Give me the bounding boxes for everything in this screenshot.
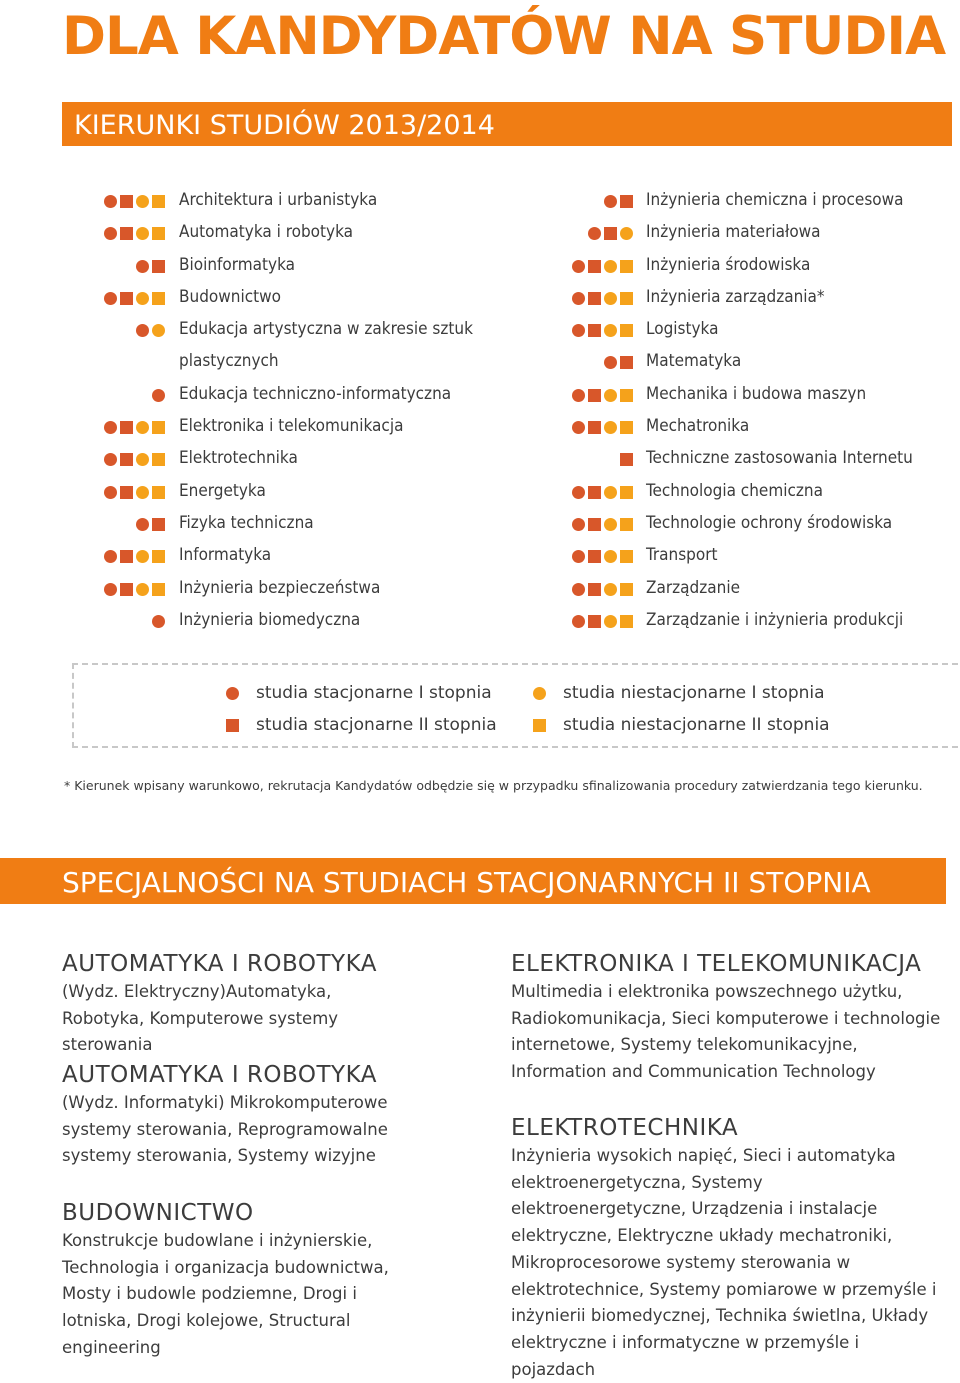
study-mode-marks [620, 453, 633, 467]
light-square-icon [620, 550, 633, 563]
study-mode-marks [104, 486, 165, 500]
dark-square-icon [226, 719, 239, 732]
specialty-block [511, 949, 941, 1086]
light-circle-icon [136, 583, 149, 596]
specialty-text: (Wydz. Informatyki) Mikrokomputerowe systemy sterowania, Reprogramowalne systemy sterowania, Systemy wizyjne [62, 1093, 388, 1166]
dark-circle-icon [152, 615, 165, 628]
dark-square-icon [152, 260, 165, 273]
specialty-block [62, 1060, 492, 1170]
field-of-study-row [0, 412, 480, 444]
dark-circle-icon [136, 324, 149, 337]
field-of-study-row [0, 574, 480, 606]
legend-label: studia stacjonarne II stopnia [256, 715, 497, 735]
light-square-icon [620, 292, 633, 305]
study-mode-marks [572, 421, 633, 435]
footnote: * Kierunek wpisany warunkowo, rekrutacja Kandydatów odbędzie się w przypadku sfinalizowania procedury zatwierdzania tego kierunku. [64, 778, 923, 793]
study-mode-marks [572, 389, 633, 403]
dark-circle-icon [572, 583, 585, 596]
specialty-title: ELEKTROTECHNIKA [511, 1115, 739, 1141]
field-of-study-row [0, 315, 480, 347]
field-of-study-name: Matematyka [646, 351, 742, 372]
dark-circle-icon [104, 583, 117, 596]
dark-circle-icon [152, 389, 165, 402]
light-circle-icon [136, 421, 149, 434]
light-square-icon [152, 227, 165, 240]
dark-circle-icon [572, 486, 585, 499]
field-of-study-name: Edukacja techniczno-informatyczna [179, 383, 452, 404]
dark-circle-icon [104, 227, 117, 240]
specialty-text: (Wydz. Elektryczny)Automatyka, Robotyka, Komputerowe systemy sterowania [62, 982, 339, 1055]
dark-square-icon [588, 550, 601, 563]
field-of-study-row [0, 541, 480, 573]
field-of-study-name: Elektronika i telekomunikacja [179, 416, 404, 437]
field-list-right [480, 186, 960, 638]
specialty-title: ELEKTRONIKA I TELEKOMUNIKACJA [511, 951, 922, 977]
field-of-study-name: Budownictwo [179, 286, 281, 307]
field-of-study-row [480, 574, 960, 606]
dark-circle-icon [104, 421, 117, 434]
light-square-icon [152, 583, 165, 596]
study-mode-marks [104, 583, 165, 597]
page-title: DLA KANDYDATÓW NA STUDIA [62, 6, 946, 67]
light-circle-icon [136, 453, 149, 466]
specialty-block [62, 949, 492, 1059]
study-mode-marks [104, 550, 165, 564]
specialty-block [511, 1113, 941, 1383]
field-of-study-name: Inżynieria bezpieczeństwa [179, 577, 381, 598]
study-mode-marks [572, 615, 633, 629]
light-circle-icon [620, 227, 633, 240]
field-of-study-row [0, 347, 480, 379]
legend-label: studia niestacjonarne II stopnia [563, 715, 830, 735]
study-mode-marks [104, 453, 165, 467]
field-of-study-name: Inżynieria zarządzania* [646, 286, 825, 307]
light-square-icon [152, 486, 165, 499]
field-of-study-row [0, 444, 480, 476]
dark-circle-icon [226, 687, 239, 700]
field-of-study-name: Energetyka [179, 480, 266, 501]
specialty-title: AUTOMATYKA I ROBOTYKA [62, 951, 378, 977]
light-square-icon [152, 550, 165, 563]
field-of-study-name: Zarządzanie i inżynieria produkcji [646, 609, 904, 630]
light-circle-icon [604, 421, 617, 434]
field-of-study-name: Transport [646, 545, 718, 566]
field-of-study-row [0, 218, 480, 250]
field-of-study-row [480, 412, 960, 444]
field-of-study-row [0, 251, 480, 283]
light-square-icon [152, 195, 165, 208]
dark-circle-icon [104, 486, 117, 499]
dark-square-icon [604, 227, 617, 240]
field-of-study-row [480, 541, 960, 573]
dark-circle-icon [572, 615, 585, 628]
section-header-specialties-label: SPECJALNOŚCI NA STUDIACH STACJONARNYCH II STOPNIA [62, 866, 871, 899]
field-of-study-row [480, 186, 960, 218]
study-mode-marks [572, 550, 633, 564]
field-of-study-row [480, 251, 960, 283]
light-circle-icon [604, 260, 617, 273]
dark-circle-icon [572, 550, 585, 563]
light-circle-icon [136, 486, 149, 499]
study-mode-marks [136, 324, 165, 338]
study-mode-marks [572, 583, 633, 597]
field-of-study-name: Mechatronika [646, 416, 750, 437]
field-of-study-name: Mechanika i budowa maszyn [646, 383, 867, 404]
specialty-title: BUDOWNICTWO [62, 1200, 254, 1226]
light-circle-icon [604, 486, 617, 499]
dark-square-icon [120, 486, 133, 499]
field-of-study-row [480, 509, 960, 541]
field-of-study-row [480, 315, 960, 347]
study-mode-marks [104, 421, 165, 435]
light-circle-icon [136, 292, 149, 305]
legend [72, 663, 960, 748]
section-header-fields-label: KIERUNKI STUDIÓW 2013/2014 [74, 110, 495, 141]
study-mode-marks [152, 615, 165, 629]
dark-square-icon [152, 518, 165, 531]
field-of-study-name: Technologia chemiczna [646, 480, 823, 501]
field-of-study-row [0, 380, 480, 412]
specialty-title: AUTOMATYKA I ROBOTYKA [62, 1062, 378, 1088]
field-of-study-name: Fizyka techniczna [179, 512, 314, 533]
light-square-icon [620, 421, 633, 434]
field-of-study-name: Technologie ochrony środowiska [646, 512, 893, 533]
light-circle-icon [604, 583, 617, 596]
field-of-study-row [0, 509, 480, 541]
light-square-icon [620, 583, 633, 596]
field-of-study-row [0, 606, 480, 638]
dark-square-icon [588, 260, 601, 273]
field-list-left [0, 186, 480, 638]
dark-square-icon [620, 195, 633, 208]
field-of-study-name: Edukacja artystyczna w zakresie sztuk [179, 319, 473, 340]
field-of-study-name: Architektura i urbanistyka [179, 190, 378, 210]
dark-square-icon [120, 195, 133, 208]
dark-circle-icon [604, 195, 617, 208]
field-of-study-row [0, 477, 480, 509]
dark-circle-icon [604, 356, 617, 369]
study-mode-marks [572, 324, 633, 338]
dark-square-icon [620, 356, 633, 369]
light-circle-icon [604, 389, 617, 402]
field-of-study-name: Informatyka [179, 545, 272, 566]
specialty-text: Inżynieria wysokich napięć, Sieci i automatyka elektroenergetyczna, Systemy elektroenergetyczne, Urządzenia i instalacje elektryczne, Elektryczne układy mechatroniki, Mikroprocesorowe systemy sterowania w elektrotechnice, Systemy pomiarowe w przemyśle i inżynierii biomedycznej, Technika świetlna, Układy elektryczne i informatyczne w przemyśle i pojazdach [511, 1146, 937, 1379]
study-mode-marks [604, 195, 633, 209]
field-of-study-name: Elektrotechnika [179, 448, 298, 469]
dark-square-icon [620, 453, 633, 466]
light-circle-icon [136, 195, 149, 208]
field-of-study-name: Bioinformatyka [179, 254, 296, 275]
study-mode-marks [104, 227, 165, 241]
dark-square-icon [120, 583, 133, 596]
dark-square-icon [120, 421, 133, 434]
light-circle-icon [604, 292, 617, 305]
dark-circle-icon [572, 421, 585, 434]
dark-square-icon [120, 453, 133, 466]
light-square-icon [620, 486, 633, 499]
study-mode-marks [136, 518, 165, 532]
specialty-text: Konstrukcje budowlane i inżynierskie, Technologia i organizacja budownictwa, Mosty i budowle podziemne, Drogi i lotniska, Drogi kolejowe, Structural engineering [62, 1231, 389, 1357]
field-of-study-row [480, 283, 960, 315]
dark-circle-icon [104, 292, 117, 305]
light-square-icon [620, 260, 633, 273]
field-of-study-name: plastycznych [179, 351, 279, 372]
section-header-fields [62, 102, 952, 146]
field-of-study-row [480, 218, 960, 250]
light-circle-icon [604, 518, 617, 531]
study-mode-marks [152, 389, 165, 403]
field-of-study-row [480, 347, 960, 379]
dark-square-icon [588, 421, 601, 434]
dark-circle-icon [588, 227, 601, 240]
dark-square-icon [120, 292, 133, 305]
dark-circle-icon [572, 324, 585, 337]
dark-square-icon [588, 583, 601, 596]
study-mode-marks [588, 227, 633, 241]
dark-square-icon [120, 550, 133, 563]
specialty-text: Multimedia i elektronika powszechnego użytku, Radiokomunikacja, Sieci komputerowe i technologie internetowe, Systemy telekomunikacyjne, Information and Communication Technology [511, 982, 941, 1082]
light-square-icon [152, 292, 165, 305]
light-square-icon [620, 518, 633, 531]
field-of-study-name: Inżynieria materiałowa [646, 222, 821, 243]
light-circle-icon [136, 227, 149, 240]
dark-circle-icon [572, 260, 585, 273]
field-of-study-row [480, 444, 960, 476]
study-mode-marks [136, 260, 165, 274]
light-circle-icon [152, 324, 165, 337]
study-mode-marks [572, 292, 633, 306]
field-of-study-row [480, 477, 960, 509]
light-circle-icon [604, 550, 617, 563]
field-of-study-name: Inżynieria biomedyczna [179, 609, 361, 630]
study-mode-marks [104, 292, 165, 306]
study-mode-marks [604, 356, 633, 370]
light-circle-icon [604, 615, 617, 628]
field-of-study-row [0, 283, 480, 315]
study-mode-marks [572, 260, 633, 274]
light-square-icon [152, 453, 165, 466]
field-of-study-name: Inżynieria środowiska [646, 254, 811, 275]
dark-circle-icon [572, 389, 585, 402]
field-of-study-row [0, 186, 480, 218]
dark-circle-icon [104, 550, 117, 563]
field-of-study-name: Automatyka i robotyka [179, 222, 354, 243]
dark-square-icon [588, 389, 601, 402]
field-of-study-row [480, 606, 960, 638]
legend-label: studia stacjonarne I stopnia [256, 683, 492, 703]
light-square-icon [620, 389, 633, 402]
light-circle-icon [533, 687, 546, 700]
light-square-icon [152, 421, 165, 434]
field-of-study-name: Logistyka [646, 319, 719, 340]
dark-circle-icon [572, 292, 585, 305]
dark-square-icon [588, 486, 601, 499]
study-mode-marks [104, 195, 165, 209]
dark-square-icon [588, 292, 601, 305]
dark-circle-icon [136, 260, 149, 273]
field-of-study-name: Techniczne zastosowania Internetu [646, 448, 913, 469]
dark-square-icon [120, 227, 133, 240]
dark-square-icon [588, 324, 601, 337]
legend-label: studia niestacjonarne I stopnia [563, 683, 825, 703]
field-of-study-name: Inżynieria chemiczna i procesowa [646, 190, 904, 210]
study-mode-marks [572, 518, 633, 532]
section-header-specialties [0, 858, 946, 904]
field-of-study-row [480, 380, 960, 412]
light-square-icon [620, 324, 633, 337]
field-of-study-name: Zarządzanie [646, 577, 740, 598]
study-mode-marks [572, 486, 633, 500]
light-square-icon [533, 719, 546, 732]
light-circle-icon [136, 550, 149, 563]
dark-circle-icon [136, 518, 149, 531]
dark-square-icon [588, 518, 601, 531]
dark-circle-icon [104, 195, 117, 208]
light-circle-icon [604, 324, 617, 337]
dark-circle-icon [572, 518, 585, 531]
dark-square-icon [588, 615, 601, 628]
dark-circle-icon [104, 453, 117, 466]
light-square-icon [620, 615, 633, 628]
